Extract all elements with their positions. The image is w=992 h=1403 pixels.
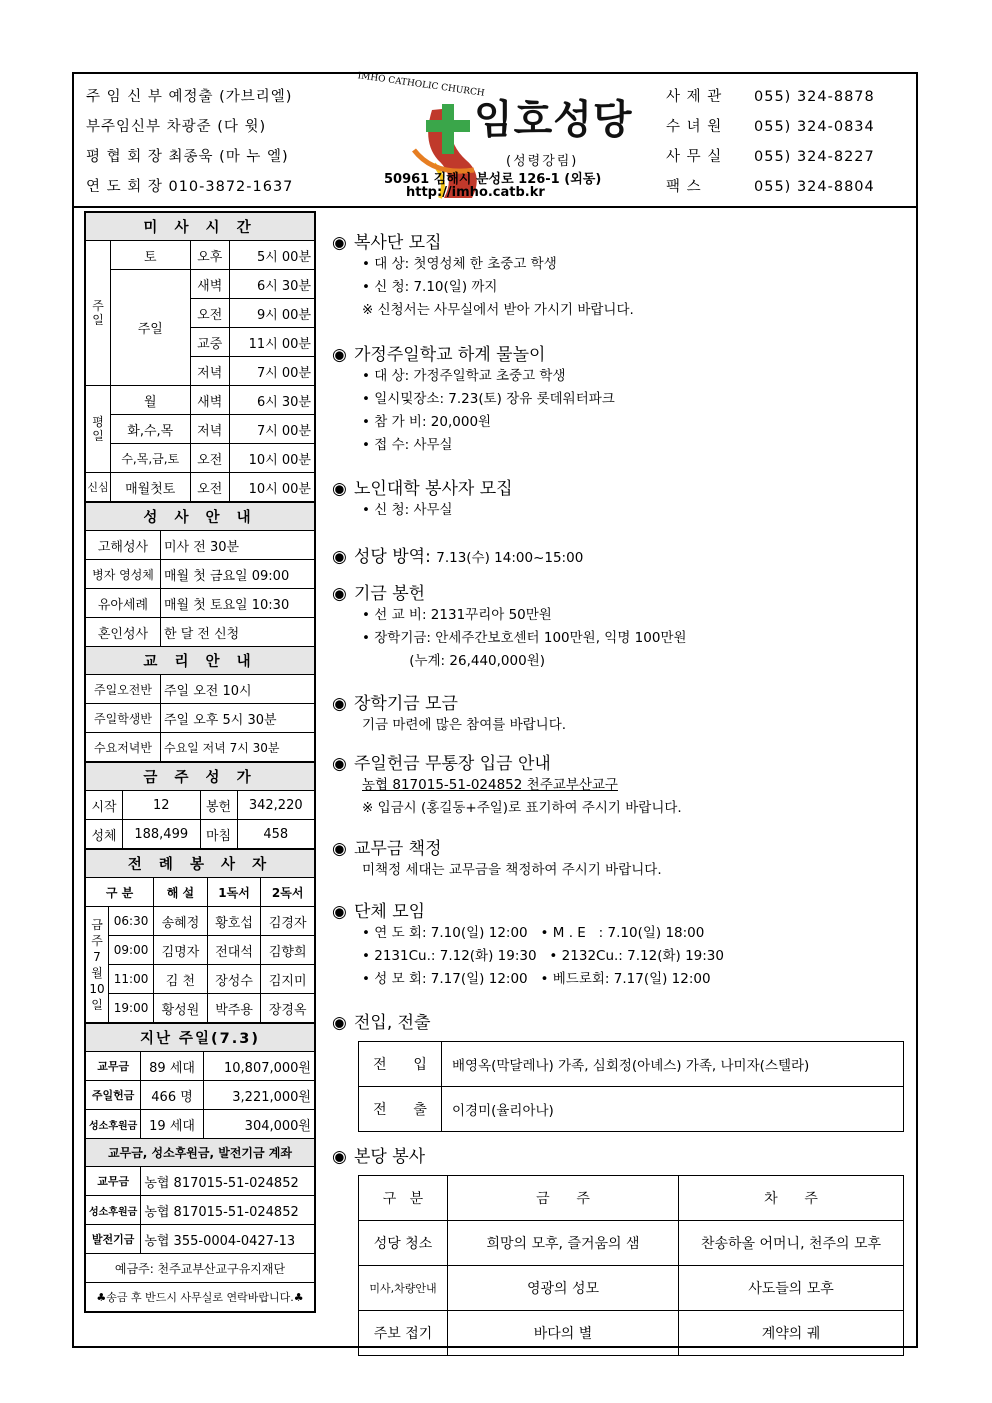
bullet-icon: ◉: [332, 1147, 347, 1167]
doctrine-title: 교 리 안 내: [86, 647, 315, 675]
mass-part: 교중: [190, 328, 229, 357]
offering-type: 성소후원금: [86, 1110, 141, 1139]
notice-transfers: [332, 1008, 904, 1132]
phone-convent: 수 녀 원 055) 324-0834: [666, 119, 875, 135]
class-time: 주일 오전 10시: [161, 675, 315, 704]
column-header: 구 분: [86, 878, 154, 907]
notice-title: 교무금 책정: [354, 839, 442, 859]
assistant-priest-line: 부주임신부 차광준 (다 윗): [86, 119, 267, 135]
notice-title: 복사단 모집: [354, 233, 442, 253]
next-week: 찬송하올 어머니, 천주의 모후: [679, 1221, 904, 1266]
hymn-number: 188,499: [123, 820, 201, 849]
column-header: 금 주: [448, 1176, 679, 1221]
notice-line: • 신 청: 사무실: [362, 502, 453, 518]
sacrament-name: 병자 영성체: [86, 560, 161, 589]
notice-title: 기금 봉헌: [354, 584, 426, 604]
this-week: 희망의 모후, 즐거움의 샘: [448, 1221, 679, 1266]
account-number: 농협 817015-51-024852: [141, 1196, 315, 1225]
offering-count: 89 세대: [141, 1052, 203, 1081]
mass-time: 7시 00분: [229, 357, 314, 386]
mass-part: 오전: [190, 473, 229, 502]
notice-line: • 신 청: 7.10(일) 까지: [362, 279, 498, 295]
mass-day: 화,수,목: [111, 415, 191, 444]
bullet-icon: ◉: [332, 479, 347, 499]
notice-senior-college: [332, 474, 513, 522]
mass-times-title: 미 사 시 간: [86, 213, 315, 241]
notice-line: 미책정 세대는 교무금을 책정하여 주시기 바랍니다.: [362, 862, 662, 878]
notice-title: 장학기금 모금: [354, 694, 458, 714]
bullet-icon: ◉: [332, 902, 347, 922]
server-name: 김지미: [261, 965, 315, 994]
notice-line: • 참 가 비: 20,000원: [362, 414, 492, 430]
server-name: 김 천: [154, 965, 208, 994]
mass-part: 새벽: [190, 386, 229, 415]
transfer-names: 배영옥(막달레나) 가족, 심회정(아녜스) 가족, 나미자(스텔라): [442, 1042, 904, 1087]
offering-type: 교무금: [86, 1052, 141, 1081]
church-subtitle: (성령강림): [506, 154, 579, 169]
hymn-label: 봉헌: [200, 791, 237, 820]
hymn-number: 458: [237, 820, 315, 849]
table-row: [359, 1042, 904, 1087]
notice-title: 본당 봉사: [354, 1147, 426, 1167]
notice-title: 노인대학 봉사자 모집: [354, 479, 513, 499]
sidebar: [84, 211, 316, 1313]
account-type: 발전기금: [86, 1225, 141, 1254]
bullet-icon: ◉: [332, 839, 347, 859]
mass-part: 오전: [190, 299, 229, 328]
transfer-type: 전 출: [359, 1087, 442, 1132]
account-type: 성소후원금: [86, 1196, 141, 1225]
mass-time: 19:00: [109, 994, 154, 1023]
mass-time: 10시 00분: [229, 444, 314, 473]
notice-altar-servers: [332, 228, 634, 322]
service-type: 주보 접기: [359, 1311, 448, 1356]
notice-line: • 대 상: 가정주일학교 초중고 학생: [362, 368, 566, 384]
server-name: 황성원: [154, 994, 208, 1023]
table-row: [359, 1311, 904, 1356]
server-name: 장성수: [207, 965, 261, 994]
mass-time: 11:00: [109, 965, 154, 994]
notice-line: • 2131Cu.: 7.12(화) 19:30 • 2132Cu.: 7.12(화) 19:30: [362, 948, 724, 964]
account-holder: 예금주: 천주교부산교구유지재단: [86, 1254, 315, 1283]
sacrament-time: 한 달 전 신청: [161, 618, 315, 647]
offering-amount: 3,221,000원: [203, 1081, 314, 1110]
mass-time: 6시 30분: [229, 386, 314, 415]
service-type: 미사,차량안내: [359, 1266, 448, 1311]
notice-detail: 7.13(수) 14:00~15:00: [436, 550, 584, 566]
mass-part: 오전: [190, 444, 229, 473]
phone-rectory: 사 제 관 055) 324-8878: [666, 89, 875, 105]
mass-day: 수,목,금,토: [111, 444, 191, 473]
server-name: 황호섭: [207, 907, 261, 936]
phone-office: 사 무 실 055) 324-8227: [666, 149, 875, 165]
bullet-icon: ◉: [332, 584, 347, 604]
website-link[interactable]: http://imho.catb.kr: [406, 185, 545, 200]
sacrament-name: 고해성사: [86, 531, 161, 560]
class-name: 주일학생반: [86, 704, 161, 733]
mass-time: 9시 00분: [229, 299, 314, 328]
sacrament-name: 혼인성사: [86, 618, 161, 647]
notice-scholarship: [332, 689, 566, 737]
notice-line: ※ 신청서는 사무실에서 받아 가시기 바랍니다.: [362, 302, 634, 318]
weekday-label: 평일: [86, 386, 111, 473]
account-number: 농협 817015-51-024852: [141, 1167, 315, 1196]
sacrament-title: 성 사 안 내: [86, 503, 315, 531]
notice-title: 단체 모임: [354, 902, 426, 922]
council-line: 평 협 회 장 최종욱 (마 누 엘): [86, 149, 289, 165]
bullet-icon: ◉: [332, 1013, 347, 1033]
hymn-number: 12: [123, 791, 201, 820]
address: 50961 김해시 분성로 126-1 (외동): [384, 172, 602, 187]
mass-part: 새벽: [190, 270, 229, 299]
offering-amount: 10,807,000원: [203, 1052, 314, 1081]
table-row: [359, 1087, 904, 1132]
class-time: 주일 오후 5시 30분: [161, 704, 315, 733]
last-sunday-title: 지난 주일(7.3): [86, 1024, 315, 1052]
table-row: [359, 1266, 904, 1311]
column-header: 1독서: [207, 878, 261, 907]
notice-line: • 선 교 비: 2131꾸리아 50만원: [362, 607, 552, 623]
notice-title: 가정주일학교 하계 물놀이: [354, 345, 546, 365]
table-row: [359, 1176, 904, 1221]
offering-count: 19 세대: [141, 1110, 203, 1139]
mass-day: 월: [111, 386, 191, 415]
this-week: 영광의 성모: [448, 1266, 679, 1311]
notice-line: • 대 상: 첫영성체 한 초중고 학생: [362, 256, 557, 272]
notice-meetings: [332, 897, 724, 991]
notice-line: • 일시및장소: 7.23(토) 장유 롯데워터파크: [362, 391, 615, 407]
sacrament-time: 매월 첫 금요일 09:00: [161, 560, 315, 589]
yeondo-line: 연 도 회 장 010-3872-1637: [86, 179, 294, 195]
bullet-icon: ◉: [332, 547, 347, 567]
notice-line: (누계: 26,440,000원): [362, 653, 545, 669]
header-right: [666, 82, 875, 202]
service-table: [358, 1175, 904, 1356]
remittance-note: ♣송금 후 반드시 사무실로 연락바랍니다.♣: [86, 1283, 315, 1312]
hymn-title: 금 주 성 가: [86, 763, 315, 791]
table-row: [359, 1221, 904, 1266]
mass-day: 토: [111, 241, 191, 270]
hymn-label: 마침: [200, 820, 237, 849]
transfer-type: 전 입: [359, 1042, 442, 1087]
notice-bank-transfer: [332, 749, 682, 820]
class-time: 수요일 저녁 7시 30분: [161, 733, 315, 762]
hymn-number: 342,220: [237, 791, 315, 820]
next-week: 계약의 궤: [679, 1311, 904, 1356]
notice-line: • 장학기금: 안세주간보호센터 100만원, 익명 100만원: [362, 630, 687, 646]
mass-time: 6시 30분: [229, 270, 314, 299]
notice-parish-service: [332, 1142, 904, 1356]
bullet-icon: ◉: [332, 694, 347, 714]
bulletin-frame: [72, 72, 918, 1348]
offering-amount: 304,000원: [203, 1110, 314, 1139]
notice-dues: [332, 834, 662, 882]
priest-line: 주 임 신 부 예정출 (가브리엘): [86, 89, 293, 105]
mass-time: 10시 00분: [229, 473, 314, 502]
notice-line: • 연 도 회: 7.10(일) 12:00 • M . E : 7.10(일) 18:00: [362, 925, 705, 941]
sacrament-time: 미사 전 30분: [161, 531, 315, 560]
column-header: 차 주: [679, 1176, 904, 1221]
notice-donations: [332, 579, 687, 673]
service-type: 성당 청소: [359, 1221, 448, 1266]
bullet-icon: ◉: [332, 233, 347, 253]
sunday-label: 주일: [86, 241, 111, 386]
header-left: [86, 82, 293, 202]
fax: 팩 스 055) 324-8804: [666, 179, 875, 195]
class-name: 수요저녁반: [86, 733, 161, 762]
mass-time: 06:30: [109, 907, 154, 936]
mass-time: 7시 00분: [229, 415, 314, 444]
server-name: 전대석: [207, 936, 261, 965]
notice-disinfection: [332, 542, 583, 567]
mass-day: 매월첫토: [111, 473, 191, 502]
church-title: 임호성당: [474, 97, 633, 143]
class-name: 주일오전반: [86, 675, 161, 704]
hymn-label: 시작: [86, 791, 123, 820]
next-week: 사도들의 모후: [679, 1266, 904, 1311]
bank-account: 농협 817015-51-024852 천주교부산교구: [362, 777, 618, 793]
mass-part: 오후: [190, 241, 229, 270]
notice-line: • 성 모 회: 7.17(일) 12:00 • 베드로회: 7.17(일) 12:00: [362, 971, 711, 987]
sacrament-name: 유아세례: [86, 589, 161, 618]
hymn-label: 성체: [86, 820, 123, 849]
church-english-name: IMHO CATHOLIC CHURCH: [356, 71, 486, 99]
mass-time: 09:00: [109, 936, 154, 965]
offering-count: 466 명: [141, 1081, 203, 1110]
column-header: 구 분: [359, 1176, 448, 1221]
notice-line: 기금 마련에 많은 참여를 바랍니다.: [362, 717, 567, 733]
accounts-title: 교무금, 성소후원금, 발전기금 계좌: [86, 1139, 315, 1167]
server-name: 김명자: [154, 936, 208, 965]
sinsim-label: 신심: [86, 473, 111, 502]
mass-day: 주일: [111, 270, 191, 386]
transfer-table: [358, 1041, 904, 1132]
transfer-names: 이경미(율리아나): [442, 1087, 904, 1132]
column-header: 2독서: [261, 878, 315, 907]
notice-title: 성당 방역:: [354, 547, 431, 567]
servers-date: 금주 7월 10일: [86, 907, 109, 1023]
server-name: 박주용: [207, 994, 261, 1023]
sacrament-time: 매월 첫 토요일 10:30: [161, 589, 315, 618]
notice-title: 주일헌금 무통장 입금 안내: [354, 754, 551, 774]
mass-time: 5시 00분: [229, 241, 314, 270]
mass-time: 11시 00분: [229, 328, 314, 357]
notice-water-park: [332, 340, 615, 457]
this-week: 바다의 별: [448, 1311, 679, 1356]
notice-title: 전입, 전출: [354, 1013, 431, 1033]
server-name: 장경옥: [261, 994, 315, 1023]
account-type: 교무금: [86, 1167, 141, 1196]
server-name: 김향희: [261, 936, 315, 965]
server-name: 김경자: [261, 907, 315, 936]
notice-line: ※ 입금시 (홍길동+주일)로 표기하여 주시기 바랍니다.: [362, 800, 682, 816]
bullet-icon: ◉: [332, 754, 347, 774]
server-name: 송혜정: [154, 907, 208, 936]
mass-part: 저녁: [190, 357, 229, 386]
offering-type: 주일헌금: [86, 1081, 141, 1110]
column-header: 해 설: [154, 878, 208, 907]
bullet-icon: ◉: [332, 345, 347, 365]
notice-line: • 접 수: 사무실: [362, 437, 453, 453]
mass-part: 저녁: [190, 415, 229, 444]
servers-title: 전 례 봉 사 자: [86, 850, 315, 878]
header: [74, 71, 916, 208]
account-number: 농협 355-0004-0427-13: [141, 1225, 315, 1254]
